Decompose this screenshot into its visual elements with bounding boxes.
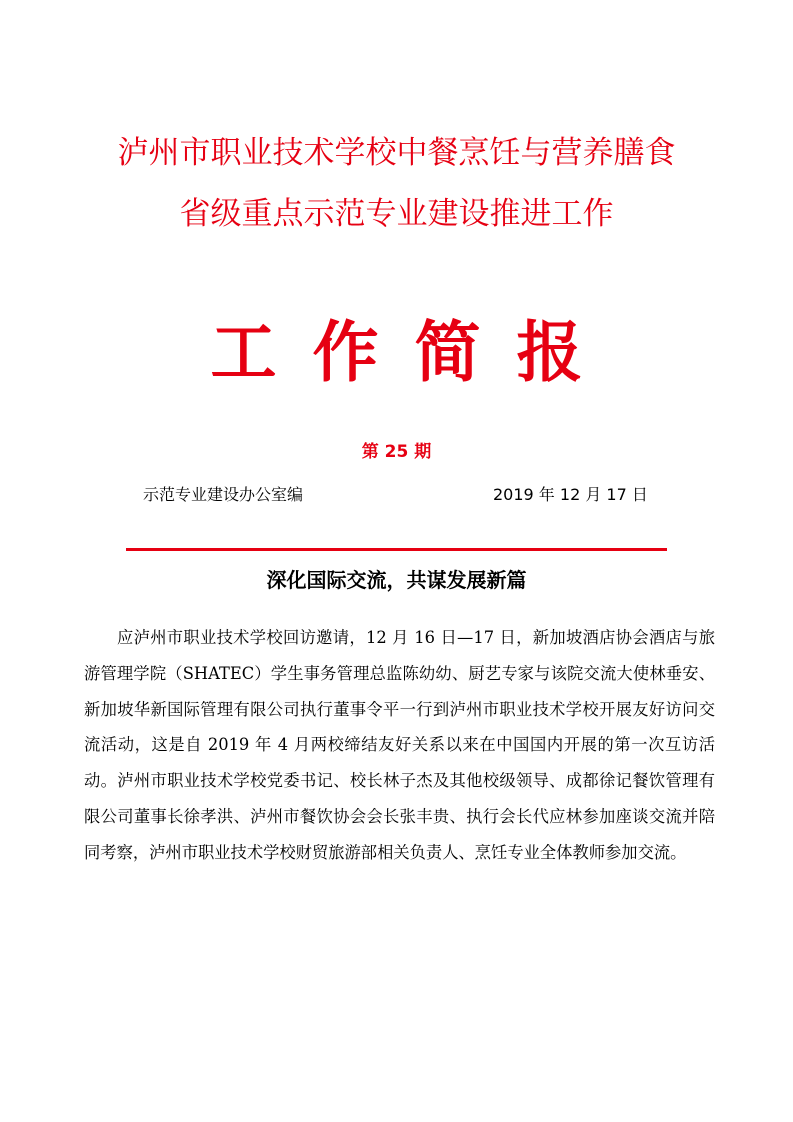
red-divider xyxy=(126,548,667,551)
meta-row xyxy=(0,483,793,507)
header-title-line-2: 省级重点示范专业建设推进工作 xyxy=(179,196,614,232)
editor-label: 示范专业建设办公室编 xyxy=(143,485,304,504)
issue-number: 第 25 期 xyxy=(361,442,432,462)
header-title-line-1: 泸州市职业技术学校中餐烹饪与营养膳食 xyxy=(117,135,676,171)
issue-date: 2019 年 12 月 17 日 xyxy=(493,485,648,504)
article-title: 深化国际交流，共谋发展新篇 xyxy=(266,568,527,592)
article-body: 应泸州市职业技术学校回访邀请，12 月 16 日—17 日，新加坡酒店协会酒店与旅游管理学院（SHATEC）学生事务管理总监陈幼幼、厨艺专家与该院交流大使林垂安、新加坡华新国际管理有限公司执行董事令平一行到泸州市职业技术学校开展友好访问交流活动，这是自 2019 年 4 月两校缔结友好关系以来在中国国内开展的第一次互访活动。泸州市职业技术学校党委书记、校长林子杰及其他校级领导、成都徐记餐饮管理有限公司董事长徐孝洪、泸州市餐饮协会会长张丰贵、执行会长代应林参加座谈交流并陪同考察，泸州市职业技术学校财贸旅游部相关负责人、烹饪专业全体教师参加交流。 xyxy=(84,628,715,862)
masthead-title: 工作简报 xyxy=(210,314,619,391)
